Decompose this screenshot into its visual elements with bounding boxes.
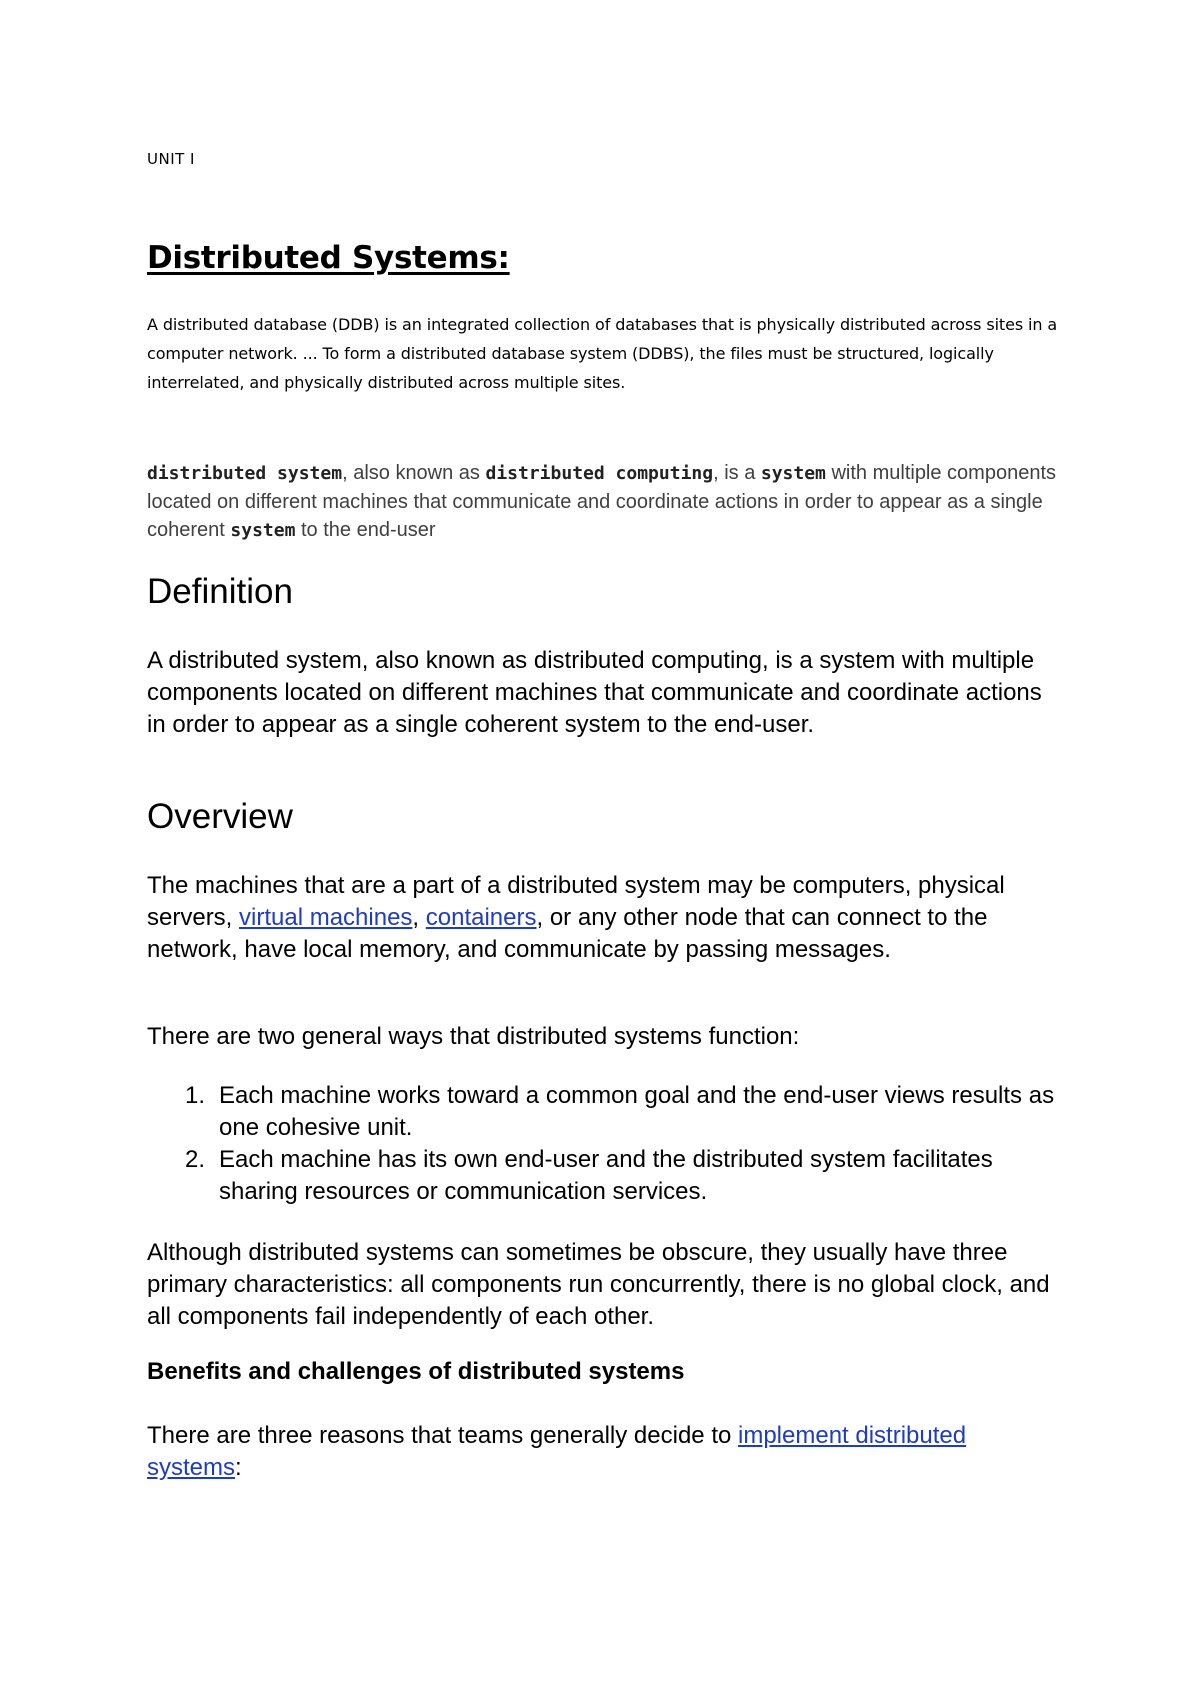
term-distributed-system: distributed system: [147, 463, 343, 484]
list-item: [147, 1080, 1067, 1144]
list-item: [147, 1144, 1067, 1208]
ds-text-2: , is a: [713, 462, 761, 484]
benefits-text-b: :: [235, 1454, 242, 1481]
overview-heading: Overview: [147, 797, 293, 836]
page-title: Distributed Systems:: [147, 240, 510, 276]
benefits-text-a: There are three reasons that teams generally decide to: [147, 1422, 738, 1449]
ds-text-1: , also known as: [342, 462, 486, 484]
overview-text-b: ,: [412, 904, 426, 931]
overview-paragraph-1: [147, 870, 1067, 966]
term-system: system: [760, 463, 826, 484]
ds-text-3: with multiple components located on different machines that communicate and coordinate actions in order to appear as a single coherent: [147, 462, 1057, 541]
definition-heading: Definition: [147, 572, 293, 611]
implement-distributed-systems-link[interactable]: implement distributed systems: [147, 1422, 967, 1481]
term-system-2: system: [230, 520, 296, 541]
virtual-machines-link[interactable]: virtual machines: [239, 904, 413, 931]
benefits-paragraph: [147, 1420, 1067, 1484]
ds-text-4: to the end-user: [295, 519, 436, 541]
containers-link[interactable]: containers: [425, 904, 537, 931]
overview-paragraph-2: There are two general ways that distributed systems function:: [147, 1023, 800, 1050]
ways-list: [147, 1080, 1067, 1208]
benefits-heading: Benefits and challenges of distributed systems: [147, 1358, 685, 1385]
list-number: 2.: [185, 1146, 206, 1173]
term-distributed-computing: distributed computing: [485, 463, 714, 484]
list-item-text: Each machine has its own end-user and the distributed system facilitates sharing resources or communication services.: [219, 1146, 993, 1205]
definition-paragraph: A distributed system, also known as distributed computing, is a system with multiple components located on different machines that communicate and coordinate actions in order to appear as a single coherent system to the end-user.: [147, 647, 1042, 738]
overview-text-a: The machines that are a part of a distributed system may be computers, physical servers,: [147, 872, 1005, 931]
ddb-paragraph: A distributed database (DDB) is an integrated collection of databases that is physically distributed across sites in a computer network. ... To form a distributed database system (DDBS), the files must be structured, logically interrelated, and physically distributed across multiple sites.: [147, 315, 1058, 392]
list-item-text: Each machine works toward a common goal and the end-user views results as one cohesive unit.: [219, 1082, 1055, 1141]
unit-label: UNIT I: [147, 150, 195, 168]
overview-text-c: , or any other node that can connect to the network, have local memory, and communicate by passing messages.: [147, 904, 988, 963]
overview-paragraph-3: Although distributed systems can sometimes be obscure, they usually have three primary characteristics: all components run concurrently, there is no global clock, and all components fail independently of each other.: [147, 1239, 1050, 1330]
list-number: 1.: [185, 1082, 206, 1109]
distributed-system-paragraph: [147, 459, 1067, 545]
